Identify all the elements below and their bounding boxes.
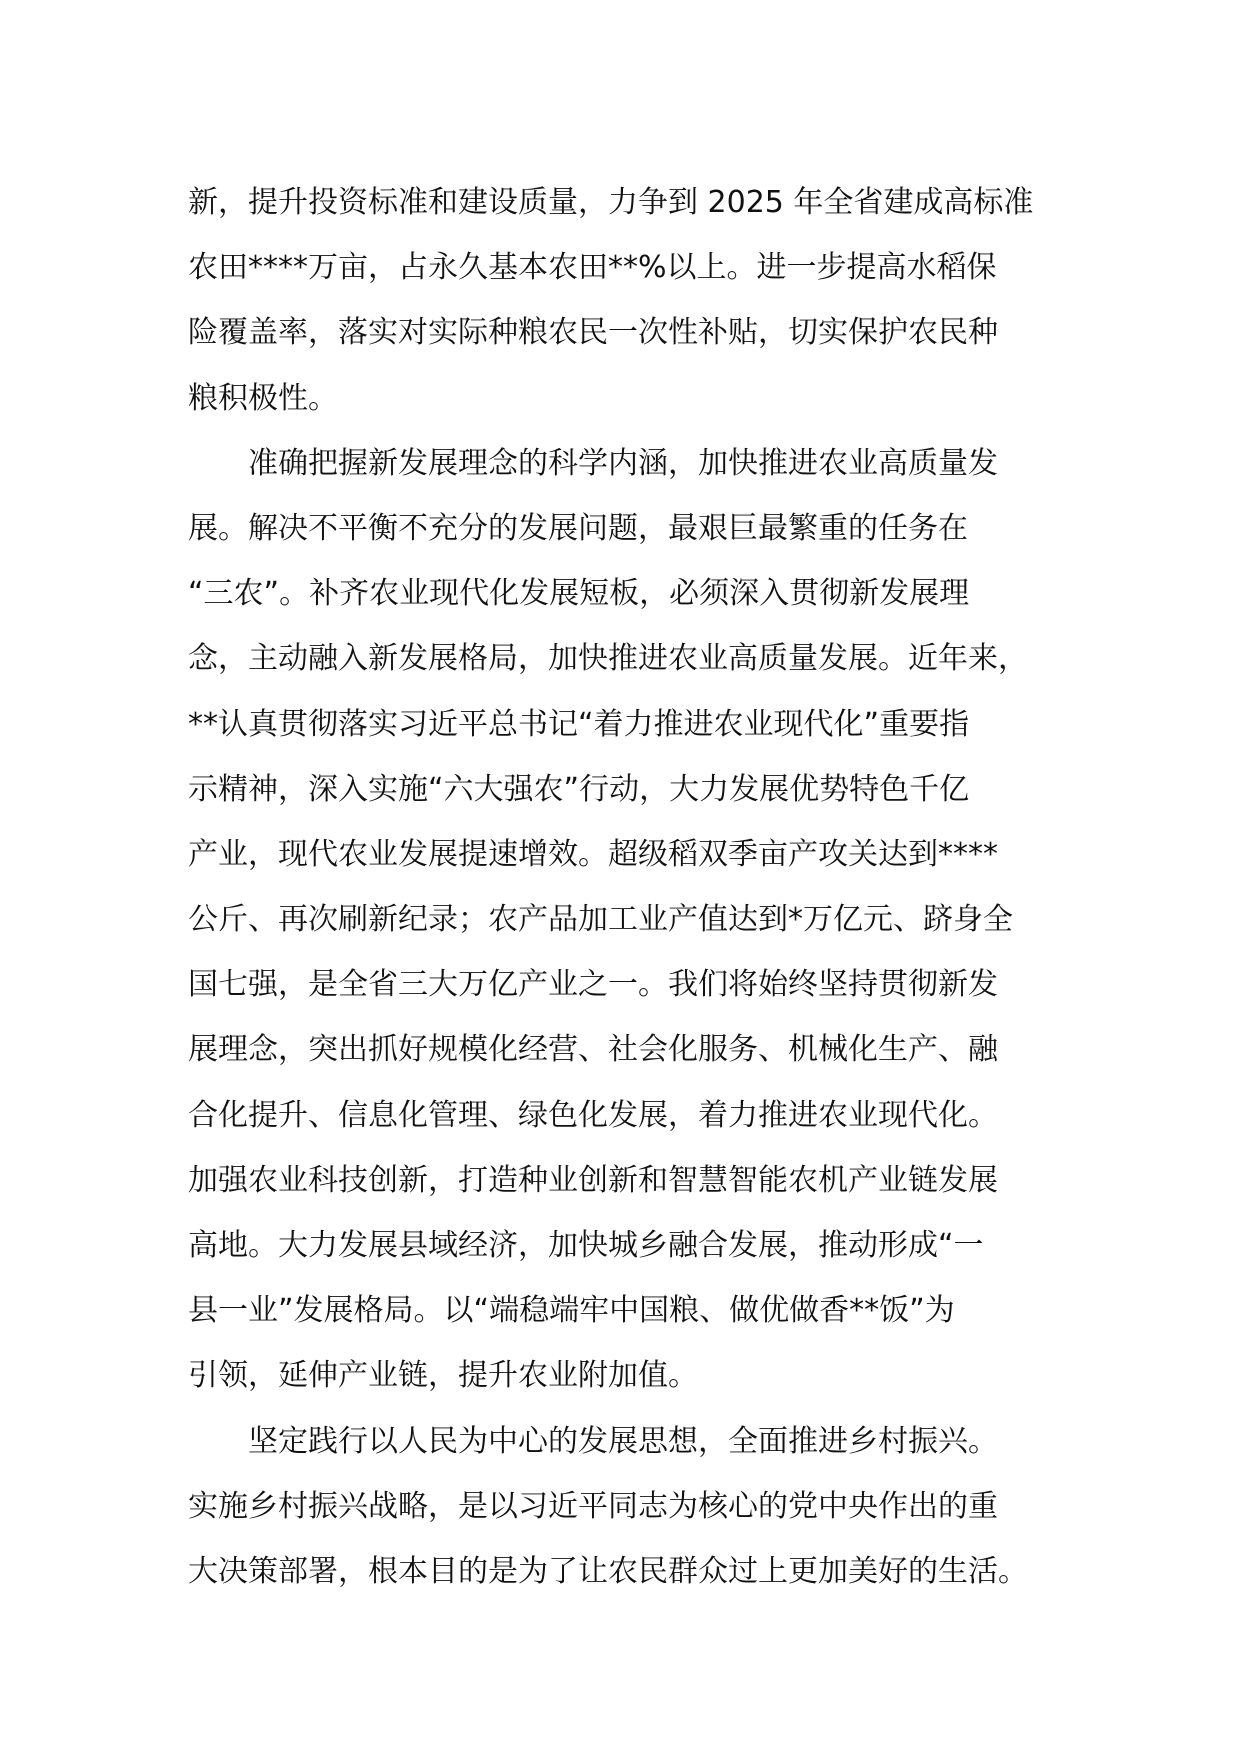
text-line: 公斤、再次刷新纪录；农产品加工业产值达到*万亿元、跻身全 xyxy=(188,902,1013,938)
text-line: 大决策部署，根本目的是为了让农民群众过上更加美好的生活。 xyxy=(188,1553,1028,1589)
text-line: 新，提升投资标准和建设质量，力争到 2025 年全省建成高标准 xyxy=(188,185,1034,220)
text-line: 农田****万亩，占永久基本农田**%以上。进一步提高水稻保 xyxy=(188,250,997,286)
text-line: 县一业”发展格局。以“端稳端牢中国粮、做优做香**饭”为 xyxy=(188,1293,955,1329)
body-text xyxy=(188,170,1068,1604)
text-line: 准确把握新发展理念的科学内涵，加快推进农业高质量发 xyxy=(188,445,998,481)
text-line: 展。解决不平衡不充分的发展问题，最艰巨最繁重的任务在 xyxy=(188,510,968,546)
text-line: 险覆盖率，落实对实际种粮农民一次性补贴，切实保护农民种 xyxy=(188,315,998,351)
text-line: 合化提升、信息化管理、绿色化发展，着力推进农业现代化。 xyxy=(188,1097,998,1133)
text-line: 坚定践行以人民为中心的发展思想，全面推进乡村振兴。 xyxy=(188,1423,998,1459)
text-line: 引领，延伸产业链，提升农业附加值。 xyxy=(188,1358,698,1394)
text-line: **认真贯彻落实习近平总书记“着力推进农业现代化”重要指 xyxy=(188,706,970,742)
text-line: 产业，现代农业发展提速增效。超级稻双季亩产攻关达到**** xyxy=(188,836,998,872)
text-line: 高地。大力发展县域经济，加快城乡融合发展，推动形成“一 xyxy=(188,1228,984,1263)
text-line: 示精神，深入实施“六大强农”行动，大力发展优势特色千亿 xyxy=(188,771,970,807)
text-line: 粮积极性。 xyxy=(188,380,338,416)
text-line: 实施乡村振兴战略，是以习近平同志为核心的党中央作出的重 xyxy=(188,1488,998,1524)
text-line: 加强农业科技创新，打造种业创新和智慧智能农机产业链发展 xyxy=(188,1162,998,1198)
text-line: 国七强，是全省三大万亿产业之一。我们将始终坚持贯彻新发 xyxy=(188,967,998,1003)
text-line: 展理念，突出抓好规模化经营、社会化服务、机械化生产、融 xyxy=(188,1032,998,1068)
text-line: 念，主动融入新发展格局，加快推进农业高质量发展。近年来， xyxy=(188,641,1028,677)
text-line: “三农”。补齐农业现代化发展短板，必须深入贯彻新发展理 xyxy=(188,576,970,612)
